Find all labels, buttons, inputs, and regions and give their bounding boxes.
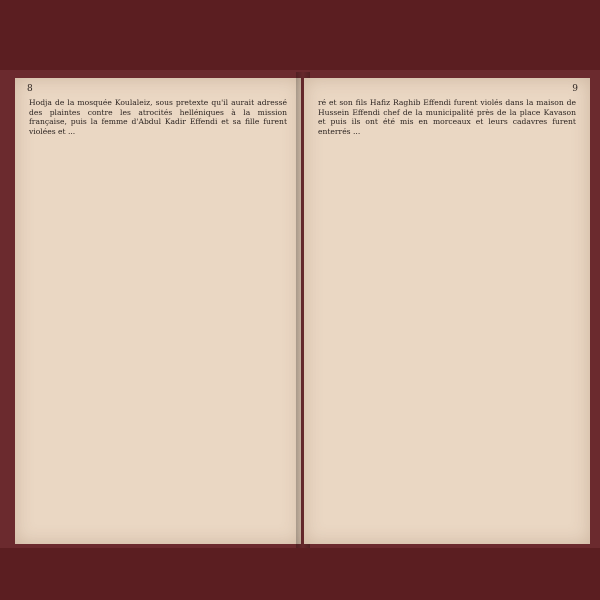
page-text [318, 98, 576, 534]
left-page [15, 78, 301, 544]
page-number: 8 [27, 84, 33, 94]
paragraph: ré et son fils Hafiz Raghib Effendi furent violés dans la maison de Hussein Effendi chef de la municipalité près de la place Kavason et puis ils ont été mis en morceaux et leurs cadavres furent enterrés ... [318, 98, 576, 137]
page-text [29, 98, 287, 534]
right-page [304, 78, 590, 544]
page-number: 9 [572, 84, 578, 94]
paragraph: Hodja de la mosquée Koulaleiz, sous pretexte qu'il aurait adressé des plaintes contre les atrocités helléniques à la mission française, puis la femme d'Abdul Kadir Effendi et sa fille furent violées et ... [29, 98, 287, 137]
